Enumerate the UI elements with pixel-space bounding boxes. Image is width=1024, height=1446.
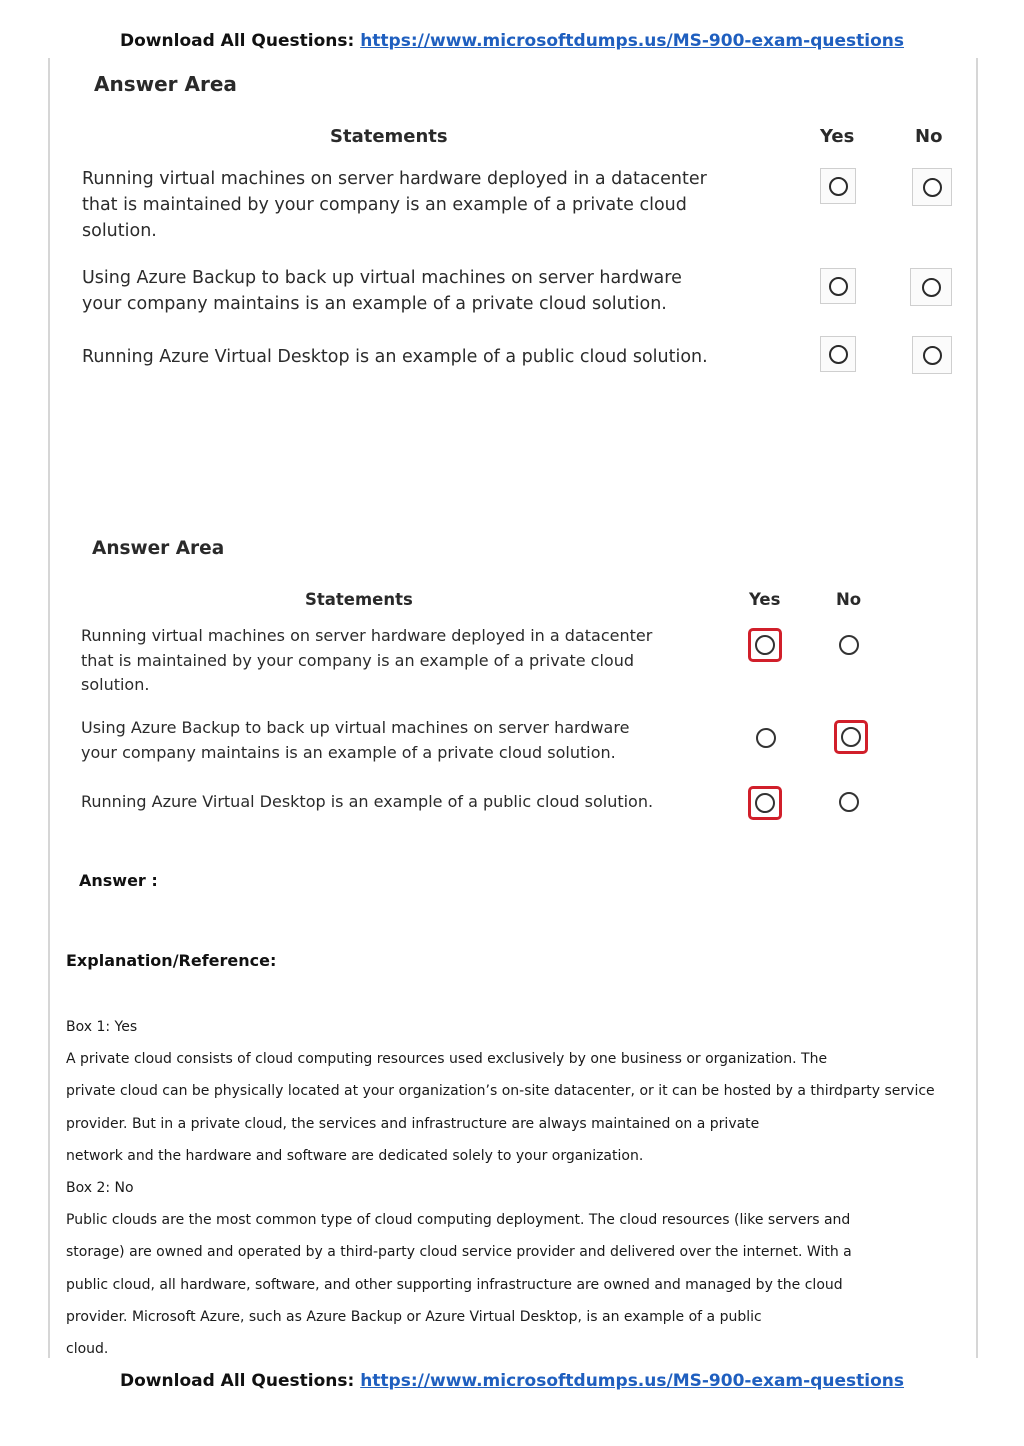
statement-1: Running virtual machines on server hardware deployed in a datacenter that is maintained by your company is an example of a private cloud solution. bbox=[81, 626, 653, 694]
no-header: No bbox=[915, 126, 943, 147]
yes-radio-2[interactable] bbox=[820, 268, 856, 304]
download-link[interactable]: https://www.microsoftdumps.us/MS-900-exam-questions bbox=[360, 1371, 904, 1391]
yes-radio-3[interactable] bbox=[820, 336, 856, 372]
bottom-download-banner bbox=[0, 1371, 1024, 1391]
no-radio-3[interactable] bbox=[912, 336, 952, 374]
explanation-line: A private cloud consists of cloud computing resources used exclusively by one business or organization. The bbox=[66, 1051, 828, 1068]
answer-label: Answer : bbox=[79, 871, 158, 890]
statements-header: Statements bbox=[330, 126, 448, 147]
explanation-line: storage) are owned and operated by a third-party cloud service provider and delivered over the internet. With a bbox=[66, 1244, 852, 1261]
yes-header: Yes bbox=[820, 126, 855, 147]
statement-2: Using Azure Backup to back up virtual machines on server hardware your company maintains is an example of a private cloud solution. bbox=[82, 268, 682, 314]
download-label: Download All Questions: bbox=[120, 1371, 355, 1391]
statement-1: Running virtual machines on server hardware deployed in a datacenter that is maintained by your company is an example of a private cloud solution. bbox=[82, 169, 707, 241]
explanation-line: Box 2: No bbox=[66, 1179, 134, 1196]
no-header: No bbox=[836, 590, 862, 609]
yes-header: Yes bbox=[749, 590, 781, 609]
solution-answer-area bbox=[60, 530, 965, 830]
explanation-line: provider. Microsoft Azure, such as Azure Backup or Azure Virtual Desktop, is an example of a public bbox=[66, 1308, 762, 1325]
no-radio-2[interactable] bbox=[910, 268, 952, 306]
top-download-banner bbox=[0, 31, 1024, 51]
explanation-line: private cloud can be physically located at your organization’s on-site datacenter, or it can be hosted by a thirdparty service bbox=[66, 1083, 935, 1100]
explanation-body bbox=[66, 1015, 966, 1369]
explanation-title: Explanation/Reference: bbox=[66, 951, 277, 970]
yes-radio-1-selected[interactable] bbox=[748, 628, 782, 662]
statement-3: Running Azure Virtual Desktop is an example of a public cloud solution. bbox=[81, 792, 654, 811]
question-answer-area bbox=[60, 62, 965, 402]
yes-radio-3-selected[interactable] bbox=[748, 786, 782, 820]
explanation-line: Public clouds are the most common type of cloud computing deployment. The cloud resources (like servers and bbox=[66, 1212, 851, 1229]
answer-area-title: Answer Area bbox=[92, 538, 225, 559]
explanation-line: public cloud, all hardware, software, and other supporting infrastructure are owned and managed by the cloud bbox=[66, 1276, 843, 1293]
explanation-line: provider. But in a private cloud, the services and infrastructure are always maintained on a private bbox=[66, 1115, 760, 1132]
statement-2: Using Azure Backup to back up virtual machines on server hardware your company maintains is an example of a private cloud solution. bbox=[81, 718, 630, 762]
answer-area-title: Answer Area bbox=[94, 72, 237, 96]
no-radio-1[interactable] bbox=[839, 635, 859, 655]
no-radio-1[interactable] bbox=[912, 168, 952, 206]
yes-radio-2[interactable] bbox=[756, 728, 776, 748]
explanation-line: network and the hardware and software are dedicated solely to your organization. bbox=[66, 1147, 644, 1164]
statement-3: Running Azure Virtual Desktop is an example of a public cloud solution. bbox=[82, 347, 708, 367]
explanation-line: Box 1: Yes bbox=[66, 1019, 138, 1035]
yes-radio-1[interactable] bbox=[820, 168, 856, 204]
explanation-line: cloud. bbox=[66, 1340, 109, 1357]
no-radio-2-selected[interactable] bbox=[834, 720, 868, 754]
no-radio-3[interactable] bbox=[839, 792, 859, 812]
download-link[interactable]: https://www.microsoftdumps.us/MS-900-exam-questions bbox=[360, 31, 904, 51]
download-label: Download All Questions: bbox=[120, 31, 355, 51]
statements-header: Statements bbox=[305, 590, 413, 609]
